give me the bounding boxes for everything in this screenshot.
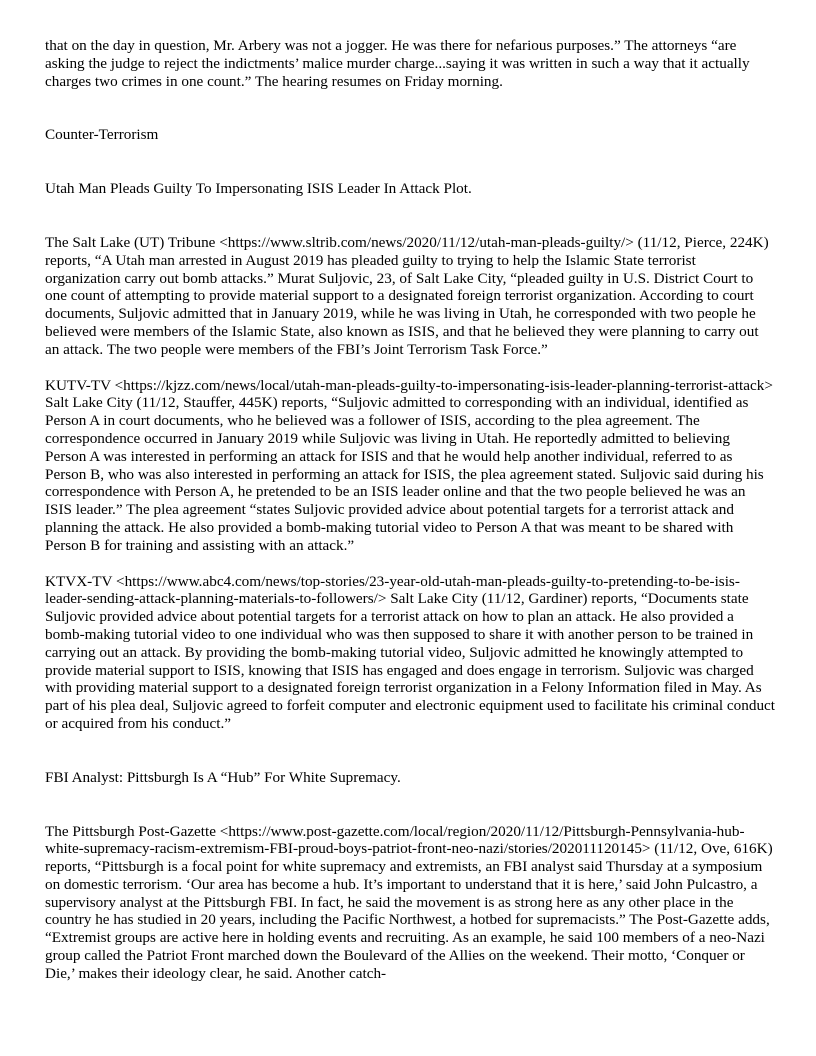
- section-title: Counter-Terrorism: [45, 126, 159, 144]
- story-headline: FBI Analyst: Pittsburgh Is A “Hub” For White Supremacy.: [45, 768, 401, 786]
- story-utah: [45, 180, 775, 733]
- story-paragraph: KUTV-TV <https://kjzz.com/news/local/utah-man-pleads-guilty-to-impersonating-isis-leader-planning-terrorist-attack> Salt Lake City (11/12, Stauffer, 445K) reports, “Suljovic admitted to corresponding with an individual, identified as Person A in court documents, who he believed was a follower of ISIS, according to the plea agreement. The correspondence occurred in January 2019 while Suljovic was living in Utah. He reportedly admitted to believing Person A was interested in performing an attack for ISIS and that he would help another individual, referred to as Person B, who was also interested in performing an attack for ISIS, the plea agreement stated. Suljovic said during his correspondence with Person A, he pretended to be an ISIS leader online and that the two people believed he was an ISIS leader.” The plea agreement “states Suljovic provided advice about potential targets for a terrorist attack and planning the attack. He also provided a bomb-making tutorial video to Person A that was meant to be shared with Person B for training and assisting with an attack.”: [45, 376, 773, 554]
- story-paragraph: The Pittsburgh Post-Gazette <https://www.post-gazette.com/local/region/2020/11/12/Pittsburgh-Pennsylvania-hub-white-supremacy-racism-extremism-FBI-proud-boys-patriot-front-neo-nazi/stories/202011120145> (11/12, Ove, 616K) reports, “Pittsburgh is a focal point for white supremacy and extremists, an FBI analyst said Thursday at a symposium on domestic terrorism. ‘Our area has become a hub. It’s important to understand that it is here,’ said John Pulcastro, a supervisory analyst at the Pittsburgh FBI. In fact, he said the movement is as strong here as any other place in the country he has studied in 20 years, including the Pacific Northwest, a hotbed for supremacists.” The Post-Gazette adds, “Extremist groups are active here in holding events and recruiting. As an example, he said 100 members of a neo-Nazi group called the Patriot Front marched down the Boulevard of the Allies on the weekend. Their motto, ‘Conquer or Die,’ makes their ideology clear, he said. Another catch-: [45, 822, 773, 982]
- story-headline: Utah Man Pleads Guilty To Impersonating ISIS Leader In Attack Plot.: [45, 180, 472, 198]
- story-pittsburgh: [45, 769, 775, 983]
- story-paragraph: KTVX-TV <https://www.abc4.com/news/top-stories/23-year-old-utah-man-pleads-guilty-to-pretending-to-be-isis-leader-sending-attack-planning-materials-to-followers/> Salt Lake City (11/12, Gardiner) reports, “Documents state Suljovic provided advice about potential targets for a terrorist attack on how to plan an attack. He also provided a bomb-making tutorial video to one individual who was then supposed to share it with another person to be trained in carrying out an attack. By providing the bomb-making tutorial video, Suljovic admitted he knowingly attempted to provide material support to ISIS, knowing that ISIS has engaged and does engage in terrorism. Suljovic was charged with providing material support to a designated foreign terrorist organization in a Felony Information filed in May. As part of his plea deal, Suljovic agreed to forfeit computer and electronic equipment used to facilitate his criminal conduct or acquired from his conduct.”: [45, 572, 776, 732]
- story-paragraph: The Salt Lake (UT) Tribune <https://www.sltrib.com/news/2020/11/12/utah-man-pleads-guilty/> (11/12, Pierce, 224K) reports, “A Utah man arrested in August 2019 has pleaded guilty to trying to help the Islamic State terrorist organization carry out bomb attacks.” Murat Suljovic, 23, of Salt Lake City, “pleaded guilty in U.S. District Court to one count of attempting to provide material support to a designated foreign terrorist organization. According to court documents, Suljovic admitted that in January 2019, while he was living in Utah, he corresponded with two people he believed were members of the Islamic State, also known as ISIS, and that he believed they were planning to carry out an attack. The two people were members of the FBI’s Joint Terrorism Task Force.”: [45, 233, 769, 358]
- continuation-paragraph: that on the day in question, Mr. Arbery was not a jogger. He was there for nefarious purposes.” The attorneys “are asking the judge to reject the indictments’ malice murder charge...saying it was written in such a way that it actually charges two crimes in one count.” The hearing resumes on Friday morning.: [45, 37, 750, 90]
- document-page: [45, 37, 775, 983]
